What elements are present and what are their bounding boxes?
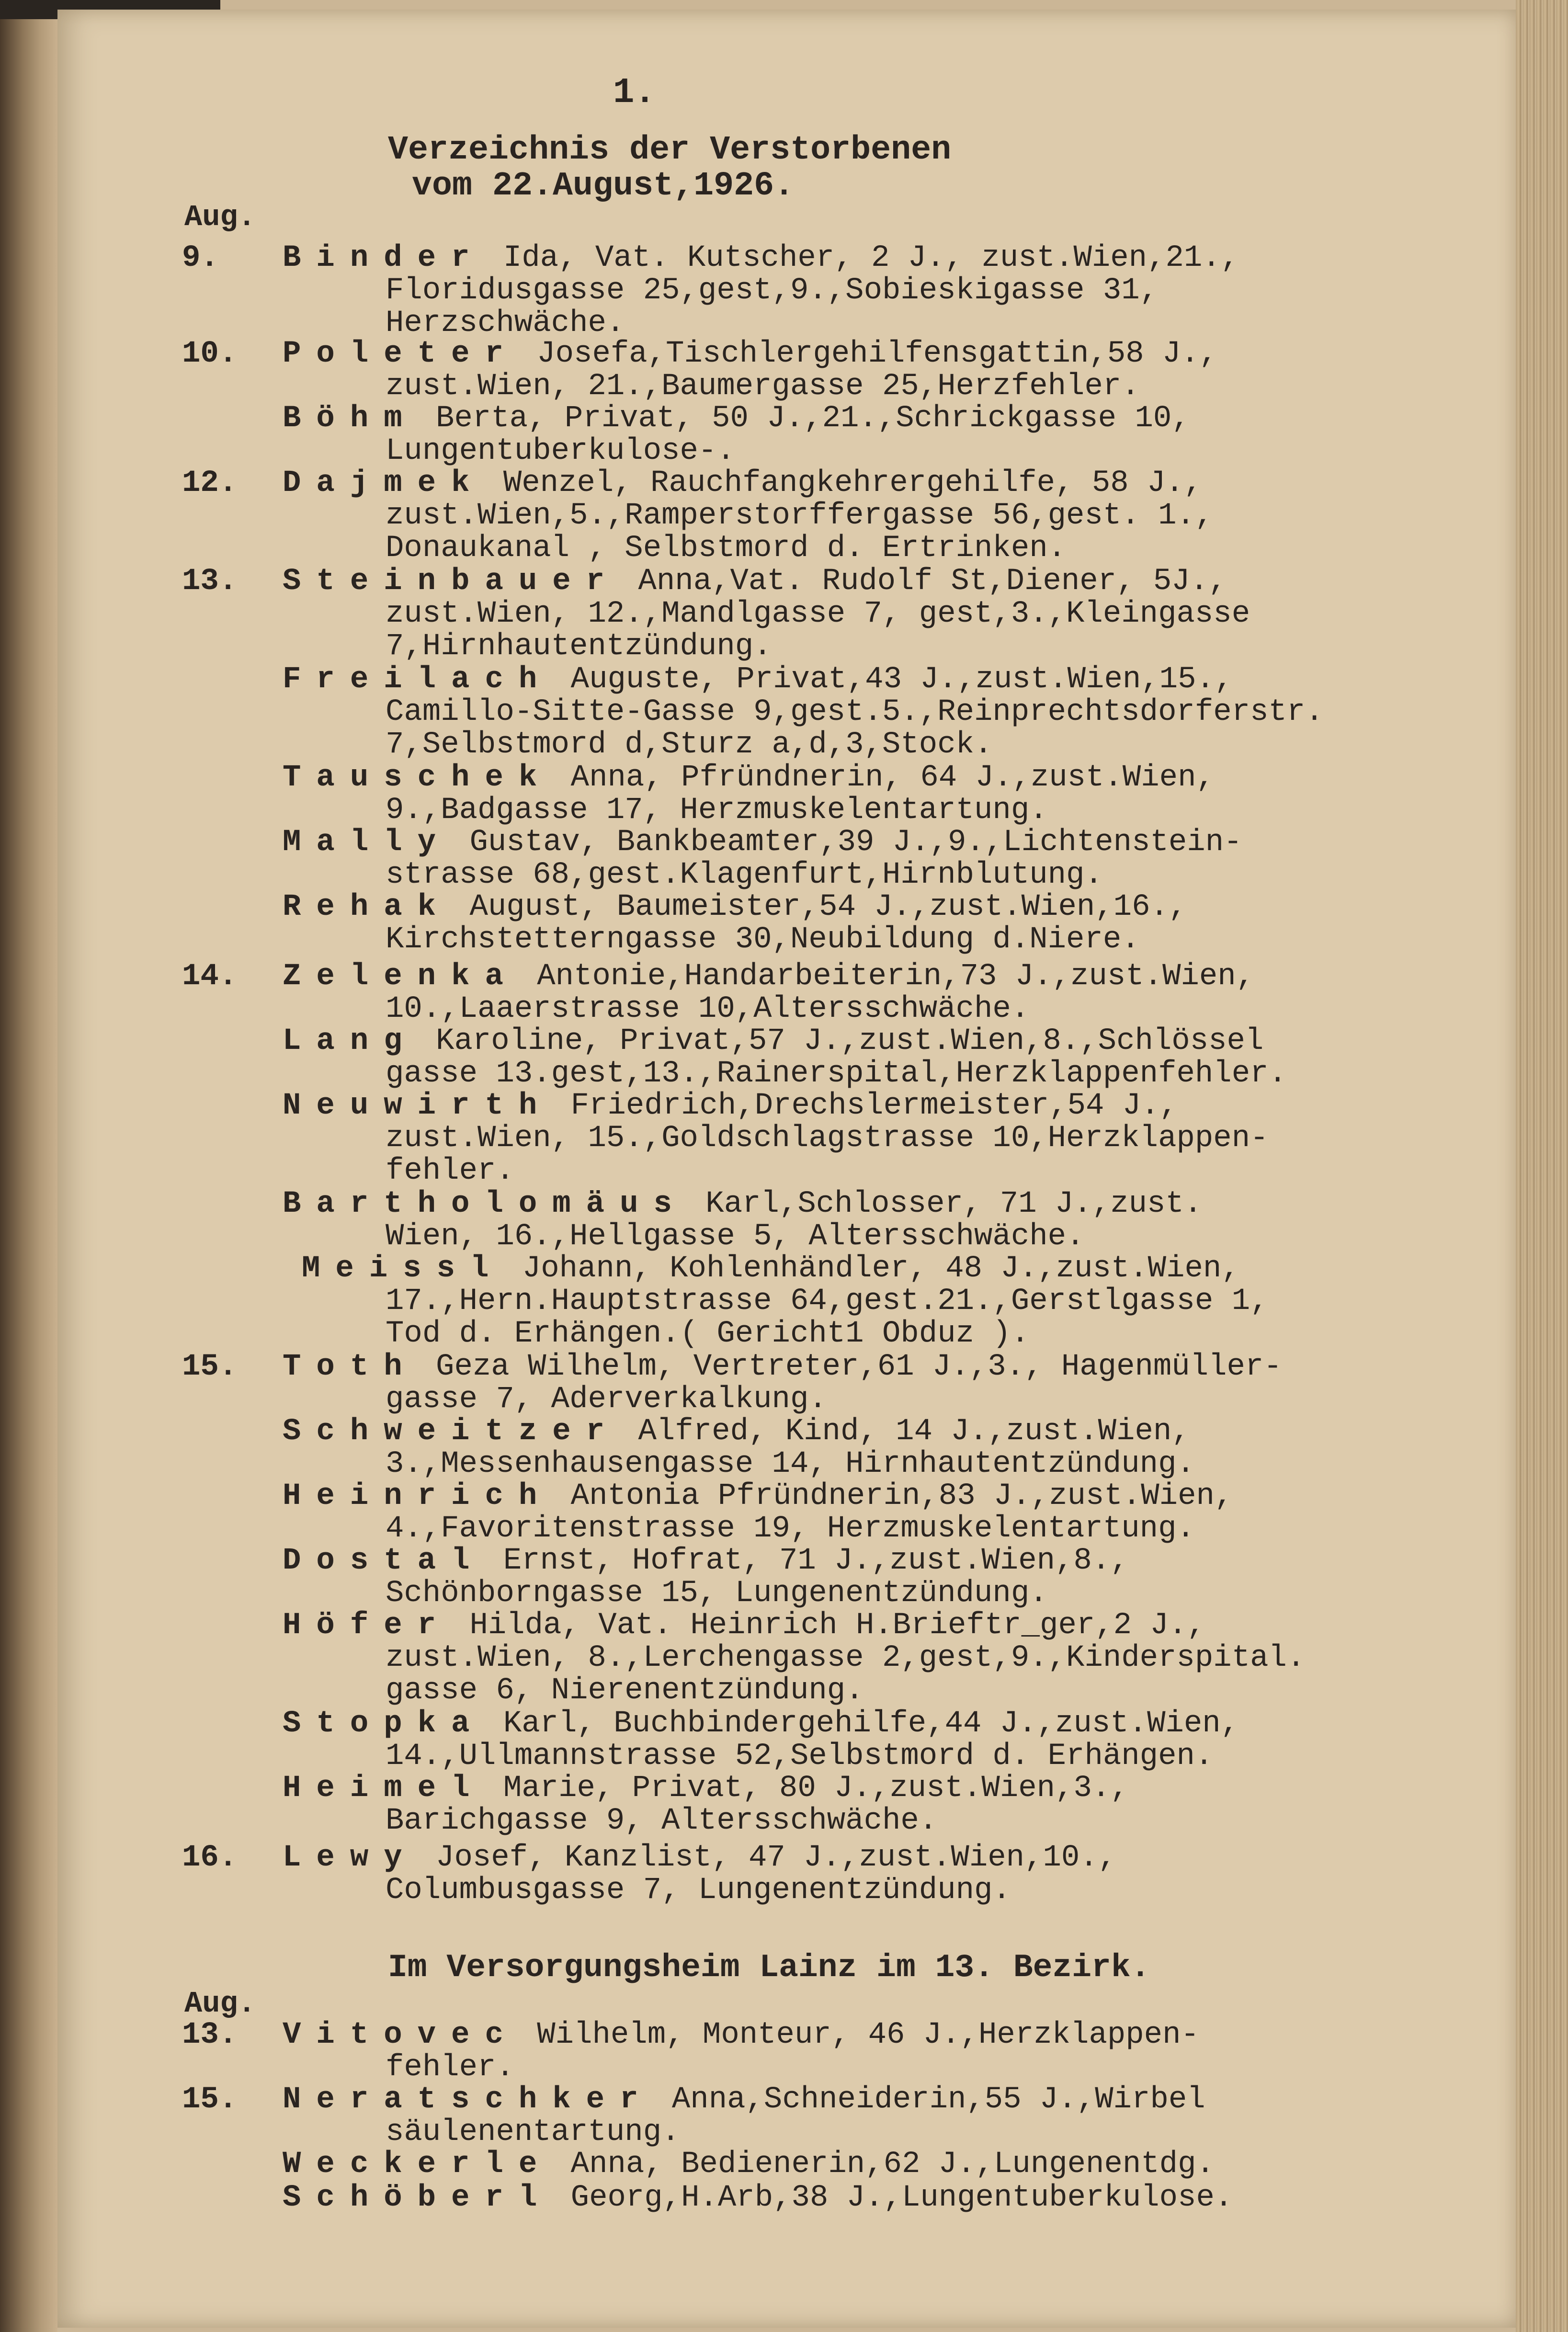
entry-details: Ernst, Hofrat, 71 J.,zust.Wien,8., (485, 1544, 1129, 1578)
day-label: 9. (182, 241, 219, 275)
entry-details: Gustav, Bankbeamter,39 J.,9.,Lichtenstein- (451, 825, 1242, 860)
entry-surname: Böhm (283, 401, 418, 436)
entry-continuation-line: Wien, 16.,Hellgasse 5, Altersschwäche. (386, 1219, 1085, 1254)
entry-continuation-line: fehler. (386, 1154, 514, 1188)
entry-continuation-line: Lungentuberkulose-. (386, 434, 735, 468)
entry-surname: Schweitzer (283, 1414, 620, 1449)
entry-continuation-line: säulenentartung. (386, 2115, 680, 2150)
entry-first-line (283, 663, 1233, 696)
entry-details: Josef, Kanzlist, 47 J.,zust.Wien,10., (417, 1841, 1117, 1875)
entry-first-line (283, 826, 1242, 859)
entry-details: Antonia Pfründnerin,83 J.,zust.Wien, (552, 1479, 1233, 1513)
entry-details: Georg,H.Arb,38 J.,Lungentuberkulose. (552, 2181, 1233, 2215)
entry-details: Anna, Bedienerin,62 J.,Lungenentdg. (552, 2147, 1215, 2182)
entry-continuation-line: 9.,Badgasse 17, Herzmuskelentartung. (386, 793, 1048, 828)
entry-details: Geza Wilhelm, Vertreter,61 J.,3., Hagenmüller- (417, 1350, 1282, 1384)
entry-continuation-line: Herzschwäche. (386, 306, 625, 341)
entry-first-line (283, 2083, 1205, 2116)
entry-continuation-line: gasse 6, Nierenentzündung. (386, 1673, 864, 1708)
entry-details: Ida, Vat. Kutscher, 2 J., zust.Wien,21., (485, 241, 1239, 275)
entry-continuation-line: Tod d. Erhängen.( Gericht1 Obduz ). (386, 1317, 1030, 1351)
entry-details: Karl, Buchbindergehilfe,44 J.,zust.Wien, (485, 1706, 1239, 1741)
entry-continuation-line: 14.,Ullmannstrasse 52,Selbstmord d. Erhängen. (386, 1739, 1214, 1774)
entry-continuation-line: zust.Wien, 15.,Goldschlagstrasse 10,Herzklappen- (386, 1121, 1269, 1156)
entry-first-line (283, 1188, 1202, 1220)
entry-continuation-line: Columbusgasse 7, Lungenentzündung. (386, 1873, 1011, 1908)
entry-surname: Schöberl (283, 2181, 553, 2215)
entry-first-line (283, 1090, 1178, 1122)
entry-continuation-line: 17.,Hern.Hauptstrasse 64,gest.21.,Gerstlgasse 1, (386, 1284, 1269, 1319)
entry-surname: Neratschker (283, 2082, 654, 2117)
entry-details: Friedrich,Drechslermeister,54 J., (552, 1089, 1178, 1123)
entry-details: Anna, Pfründnerin, 64 J.,zust.Wien, (552, 761, 1215, 795)
entry-surname: Vitovec (283, 2018, 519, 2052)
entry-first-line (283, 402, 1190, 435)
entry-surname: Binder (283, 241, 485, 275)
entry-first-line (283, 242, 1239, 274)
entry-first-line (283, 1842, 1116, 1874)
entry-details: Karl,Schlosser, 71 J.,zust. (687, 1187, 1203, 1221)
entry-continuation-line: 3.,Messenhausengasse 14, Hirnhautentzündung. (386, 1447, 1195, 1481)
entry-continuation-line: Floridusgasse 25,gest,9.,Sobieskigasse 31, (386, 273, 1159, 308)
entry-surname: Neuwirth (283, 1089, 553, 1123)
entry-surname: Zelenka (283, 959, 519, 994)
entry-surname: Lewy (283, 1841, 418, 1875)
day-label: 13. (182, 564, 238, 599)
entry-surname: Steinbauer (283, 564, 620, 599)
entry-continuation-line: fehler. (386, 2050, 514, 2085)
entry-first-line (283, 1707, 1239, 1740)
entry-continuation-line: 7,Hirnhautentzündung. (386, 629, 772, 664)
entry-continuation-line: strasse 68,gest.Klagenfurt,Hirnblutung. (386, 858, 1103, 892)
entry-surname: Meissl (302, 1251, 504, 1286)
entry-details: Marie, Privat, 80 J.,zust.Wien,3., (485, 1771, 1129, 1806)
entry-details: August, Baumeister,54 J.,zust.Wien,16., (451, 890, 1187, 924)
day-label: 15. (182, 2082, 238, 2117)
entry-first-line (283, 1545, 1129, 1577)
entry-first-line (283, 1480, 1233, 1513)
day-label: 16. (182, 1841, 238, 1875)
entry-first-line (283, 565, 1227, 598)
entry-first-line (283, 1351, 1282, 1383)
day-label: 14. (182, 959, 238, 994)
entry-surname: Stopka (283, 1706, 485, 1741)
entry-details: Wenzel, Rauchfangkehrergehilfe, 58 J., (485, 466, 1203, 501)
section-title: Im Versorgungsheim Lainz im 13. Bezirk. (388, 1949, 1150, 1986)
entry-first-line (283, 1025, 1263, 1058)
entry-surname: Heinrich (283, 1479, 553, 1513)
entry-details: Josefa,Tischlergehilfensgattin,58 J., (518, 337, 1218, 371)
entry-surname: Weckerle (283, 2147, 553, 2182)
entry-details: Berta, Privat, 50 J.,21.,Schrickgasse 10, (417, 401, 1190, 436)
entry-details: Alfred, Kind, 14 J.,zust.Wien, (620, 1414, 1190, 1449)
entry-details: Antonie,Handarbeiterin,73 J.,zust.Wien, (518, 959, 1255, 994)
day-label: 10. (182, 337, 238, 371)
entry-first-line (283, 2182, 1233, 2214)
page-number: 1. (613, 73, 656, 113)
entry-continuation-line: gasse 13.gest,13.,Rainerspital,Herzklappenfehler. (386, 1057, 1287, 1091)
entry-continuation-line: 4.,Favoritenstrasse 19, Herzmuskelentartung. (386, 1512, 1195, 1546)
entry-first-line (283, 1772, 1129, 1805)
entry-continuation-line: 7,Selbstmord d,Sturz a,d,3,Stock. (386, 728, 993, 762)
month-label: Aug. (184, 200, 256, 234)
entry-continuation-line: Schönborngasse 15, Lungenentzündung. (386, 1576, 1048, 1611)
entry-first-line (283, 891, 1187, 923)
entry-continuation-line: zust.Wien, 12.,Mandlgasse 7, gest,3.,Kleingasse (386, 597, 1250, 631)
entry-continuation-line: zust.Wien, 8.,Lerchengasse 2,gest,9.,Kinderspital. (386, 1641, 1306, 1675)
entry-first-line (283, 1609, 1205, 1642)
entry-surname: Dajmek (283, 466, 485, 501)
entry-continuation-line: gasse 7, Aderverkalkung. (386, 1382, 827, 1417)
entry-details: Wilhelm, Monteur, 46 J.,Herzklappen- (518, 2018, 1199, 2052)
entry-details: Anna,Schneiderin,55 J.,Wirbel (653, 2082, 1205, 2117)
day-label: 15. (182, 1350, 238, 1384)
entry-surname: Höfer (283, 1608, 452, 1643)
entry-first-line (283, 2019, 1199, 2051)
entry-first-line (283, 2148, 1215, 2181)
entry-first-line (283, 467, 1202, 500)
entry-continuation-line: 10.,Laaerstrasse 10,Altersschwäche. (386, 992, 1030, 1026)
entry-first-line (283, 762, 1215, 794)
month-label: Aug. (184, 1987, 256, 2021)
entry-details: Johann, Kohlenhändler, 48 J.,zust.Wien, (504, 1251, 1240, 1286)
entry-first-line (283, 338, 1217, 370)
entry-continuation-line: Kirchstetterngasse 30,Neubildung d.Niere. (386, 922, 1140, 957)
entry-continuation-line: Barichgasse 9, Altersschwäche. (386, 1804, 938, 1838)
document-title: Verzeichnis der Verstorbenen (388, 131, 952, 169)
entry-surname: Toth (283, 1350, 418, 1384)
entry-details: Karoline, Privat,57 J.,zust.Wien,8.,Schlössel (417, 1024, 1264, 1058)
entry-first-line (283, 1415, 1190, 1448)
entry-first-line (283, 960, 1254, 993)
entry-surname: Poleter (283, 337, 519, 371)
document-subtitle: vom 22.August,1926. (412, 167, 795, 205)
entry-surname: Mally (283, 825, 452, 860)
entry-continuation-line: Camillo-Sitte-Gasse 9,gest.5.,Reinprechtsdorferstr. (386, 695, 1324, 729)
entry-surname: Bartholomäus (283, 1187, 687, 1221)
entry-surname: Heimel (283, 1771, 485, 1806)
entry-details: Hilda, Vat. Heinrich H.Brieftr_ger,2 J., (451, 1608, 1205, 1643)
entry-details: Anna,Vat. Rudolf St,Diener, 5J., (620, 564, 1227, 599)
entry-details: Auguste, Privat,43 J.,zust.Wien,15., (552, 662, 1233, 697)
entry-first-line (302, 1252, 1240, 1285)
entry-surname: Tauschek (283, 761, 553, 795)
day-label: 12. (182, 466, 238, 501)
entry-surname: Lang (283, 1024, 418, 1058)
entry-continuation-line: Donaukanal , Selbstmord d. Ertrinken. (386, 531, 1067, 566)
day-label: 13. (182, 2018, 238, 2052)
entry-continuation-line: zust.Wien, 21.,Baumergasse 25,Herzfehler. (386, 369, 1140, 404)
entry-surname: Rehak (283, 890, 452, 924)
entry-surname: Freilach (283, 662, 553, 697)
entry-surname: Dostal (283, 1544, 485, 1578)
entry-continuation-line: zust.Wien,5.,Ramperstorffergasse 56,gest. 1., (386, 499, 1214, 533)
